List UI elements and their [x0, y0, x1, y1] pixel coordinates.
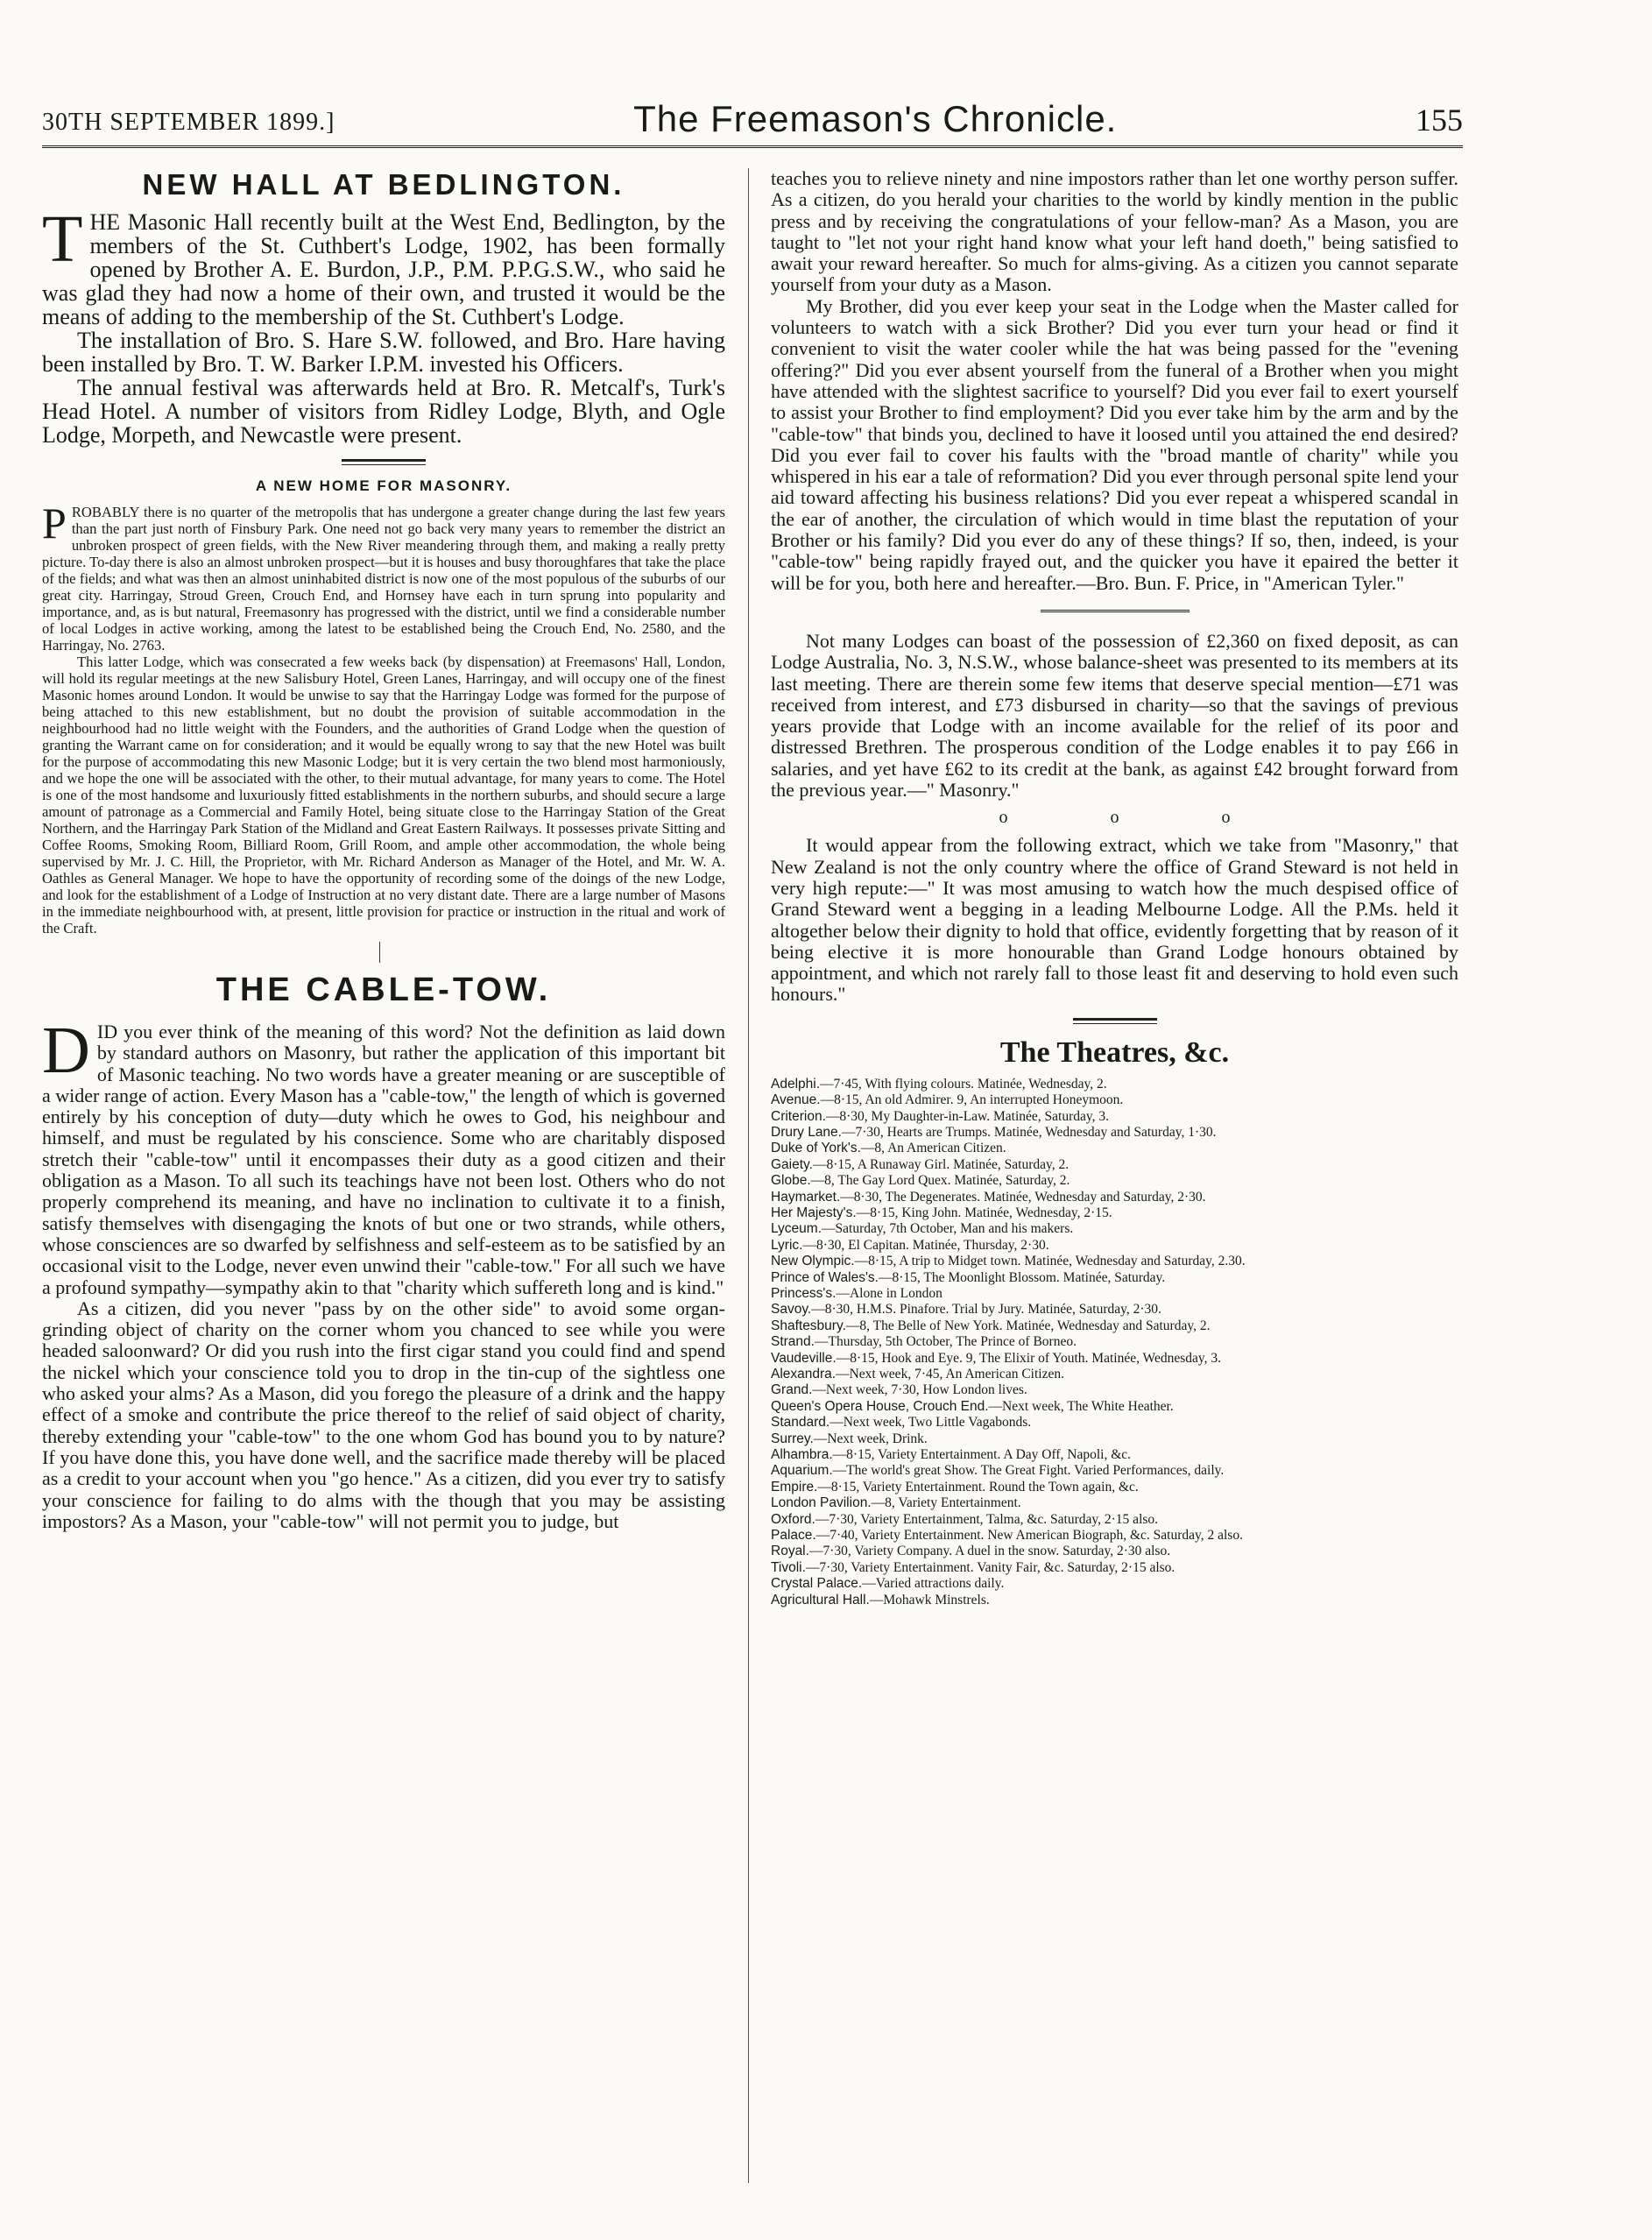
- new-hall-headline: NEW HALL AT BEDLINGTON.: [142, 168, 625, 201]
- theatre-listing: [771, 1238, 1458, 1254]
- cable-tow-paragraph: My Brother, did you ever keep your seat in the Lodge when the Master called for volunteers to watch with a sick Brother? Did you ever turn your head or find it convenient to visit the water cooler while the hat was being passed for the "evening offering?" Did you ever absent yourself from the funeral of a Brother when you might have attended with the slightest sacrifice to yourself? Did you ever fail to exert yourself to assist your Brother to find employment? Did you ever take him by the arm and by the "cable-tow" that binds you, declined to have it loosed until you attained the end desired? Did you ever fail to cover his faults with the "broad mantle of charity" while you whispered in his ear a tale of reformation? Did you ever through personal spite lend your aid toward affecting his business relations? Did you ever repeat a whispered scandal in the ear of another, the circulation of which would in time blast the reputation of your Brother or his family? Did you ever do any of these things? If so, then, indeed, is your "cable-tow" being rapidly frayed out, and the quicker you have it epaired the better it will be for you, both here and hereafter.—Bro. Bun. F. Price, in "American Tyler.": [771, 294, 1458, 594]
- theatre-details: —7·30, Variety Company. A duel in the snow. Saturday, 2·30 also.: [808, 1544, 1171, 1559]
- theatre-details: —8·30, My Daughter-in-Law. Matinée, Saturday, 3.: [825, 1108, 1109, 1124]
- page-number: 155: [1415, 102, 1463, 138]
- right-column: [771, 168, 1458, 1608]
- theatre-listings: [771, 1077, 1458, 1608]
- theatre-venue: Shaftesbury.: [771, 1318, 846, 1333]
- theatre-details: —Alone in London: [836, 1285, 942, 1301]
- theatre-listing: [771, 1286, 1458, 1302]
- note-paragraph: Not many Lodges can boast of the possession of £2,360 on fixed deposit, as can Lodge Australia, No. 3, N.S.W., whose balance-sheet was presented to its members at its last meeting. There are therein some few items that deserve special mention—£71 was received from interest, and £73 disbursed in charity—so that the savings of previous years provide that Lodge with an income available for the relief of its poor and distressed Brethren. The prosperous condition of the Lodge enables it to pay £66 in salaries, and yet have £62 to its credit at the bank, as against £42 brought forward from the previous year.—" Masonry.": [771, 629, 1458, 802]
- theatre-venue: Strand.: [771, 1334, 815, 1350]
- publication-title: The Freemason's Chronicle.: [633, 98, 1118, 139]
- theatre-listing: [771, 1141, 1458, 1156]
- theatre-listing: [771, 1109, 1458, 1125]
- theatre-venue: Queen's Opera House, Crouch End.: [771, 1398, 989, 1414]
- note-separator: o o o: [999, 808, 1280, 828]
- cable-tow-paragraph: DID you ever think of the meaning of this word? Not the definition as laid down by standard authors on Masonry, but rather the application of this important bit of Masonic teaching. No two words have a greater meaning or are susceptible of a wider range of action. Every Mason has a "cable-tow," the length of which is governed entirely by his conception of duty—duty which he owes to God, his neighbour and himself, and must be regulated by his conscience. Some who are charitably disposed stretch their "cable-tow" until it encompasses their duty as a good citizen and their obligation as a Mason. To all such its teachings have not been lost. Others who do not properly comprehend its meaning, and have no inclination to cultivate it to a finish, satisfy themselves with disengaging the knots of but one or two strands, while others, whose consciences are so dwarfed by selfishness and self-esteem as to be satisfied by an occasional visit to the Lodge, never even unwind their "cable-tow." For all such we have a profound sympathy—sympathy akin to that "charity which suffereth long and is kind.": [42, 1014, 725, 1298]
- theatre-listing: [771, 1173, 1458, 1189]
- theatre-venue: Standard.: [771, 1415, 830, 1431]
- theatre-venue: Haymarket.: [771, 1189, 841, 1205]
- theatre-listing: [771, 1254, 1458, 1269]
- theatre-details: —8, An American Citizen.: [860, 1141, 1006, 1156]
- theatre-details: —7·30, Variety Entertainment, Talma, &c. Saturday, 2·15 also.: [815, 1511, 1159, 1527]
- theatre-details: —Mohawk Minstrels.: [869, 1592, 990, 1608]
- theatre-details: —Next week, Two Little Vagabonds.: [830, 1415, 1032, 1431]
- theatre-details: —Next week, 7·45, An American Citizen.: [836, 1367, 1064, 1381]
- note-paragraph: It would appear from the following extract, which we take from "Masonry," that New Zealand is not the only country where the office of Grand Steward is not held in very high repute:—" It was most amusing to watch how the much despised office of Grand Steward went a begging in a leading Melbourne Lodge. All the P.Ms. held it altogether below their dignity to hold that office, evidently forgetting that by reason of it being elective it is more honourable than Grand Lodge honours obtained by appointment, and which not rarely fall to those least fit and deserving to hold even such honours.": [771, 834, 1458, 1006]
- theatre-details: —8·15, The Moonlight Blossom. Matinée, Saturday.: [878, 1269, 1166, 1285]
- theatre-listing: [771, 1318, 1458, 1334]
- theatre-venue: Lyceum.: [771, 1221, 822, 1237]
- theatre-details: —8, Variety Entertainment.: [871, 1495, 1021, 1511]
- theatre-details: —Next week, Drink.: [813, 1431, 928, 1446]
- issue-date: 30TH SEPTEMBER 1899.]: [42, 109, 335, 136]
- theatre-venue: Alexandra.: [771, 1367, 837, 1381]
- theatre-listing: [771, 1334, 1458, 1350]
- theatre-details: —Next week, 7·30, How London lives.: [812, 1382, 1027, 1398]
- theatre-listing: [771, 1593, 1458, 1608]
- theatre-listing: [771, 1480, 1458, 1495]
- theatre-listing: [771, 1544, 1458, 1559]
- theatre-listing: [771, 1221, 1458, 1237]
- theatre-details: —7·45, With flying colours. Matinée, Wednesday, 2.: [820, 1076, 1107, 1092]
- theatre-venue: Lyric.: [771, 1237, 803, 1253]
- theatre-details: —8·30, El Capitan. Matinée, Thursday, 2·30.: [802, 1237, 1049, 1253]
- theatre-listing: [771, 1512, 1458, 1528]
- theatre-details: —Next week, The White Heather.: [988, 1398, 1174, 1414]
- new-home-headline: A NEW HOME FOR MASONRY.: [255, 477, 512, 494]
- theatres-headline: The Theatres, &c.: [999, 1035, 1230, 1069]
- theatre-venue: Oxford.: [771, 1511, 815, 1527]
- theatre-listing: [771, 1399, 1458, 1415]
- cable-tow-headline: THE CABLE-TOW.: [215, 972, 552, 1008]
- theatre-details: —7·30, Hearts are Trumps. Matinée, Wednesday and Saturday, 1·30.: [841, 1124, 1217, 1140]
- section-divider: [1073, 1018, 1157, 1024]
- theatre-listing: [771, 1351, 1458, 1367]
- theatre-venue: Globe.: [771, 1173, 811, 1189]
- theatre-details: —8·30, H.M.S. Pinafore. Trial by Jury. Matinée, Saturday, 2·30.: [811, 1302, 1161, 1318]
- theatre-details: —8·15, An old Admirer. 9, An interrupted Honeymoon.: [820, 1092, 1124, 1108]
- theatre-venue: Alhambra.: [771, 1447, 833, 1463]
- theatre-listing: [771, 1190, 1458, 1205]
- new-home-paragraph: PROBABLY there is no quarter of the metropolis that has undergone a greater change during the last few years than the part just north of Finsbury Park. One need not go back very many years to remember the district an unbroken prospect of green fields, with the New River meandering through them, and making a really pretty picture. To-day there is also an almost unbroken prospect—but it is houses and busy thoroughfares that take the place of the fields; and what was then an almost uninhabited district is now one of the most populous of the suburbs of our great city. Harringay, Stroud Green, Crouch End, and Hornsey have each in turn sprung into popularity and importance, and, as is but natural, Freemasonry has progressed with the district, until we find a considerable number of local Lodges in active working, among the latest to be established being the Crouch End, No. 2580, and the Harringay, No. 2763.: [42, 498, 725, 654]
- theatre-listing: [771, 1576, 1458, 1592]
- theatre-listing: [771, 1157, 1458, 1173]
- theatre-details: —8·15, Hook and Eye. 9, The Elixir of Youth. Matinée, Wednesday, 3.: [836, 1350, 1221, 1366]
- theatre-venue: Tivoli.: [771, 1559, 806, 1575]
- new-hall-paragraph: THE Masonic Hall recently built at the West End, Bedlington, by the members of the St. Cuthbert's Lodge, 1902, has been formally opened by Brother A. E. Burdon, J.P., P.M. P.P.G.S.W., who said he was glad they had now a home of their own, and trusted it would be the means of adding to the membership of the St. Cuthbert's Lodge.: [42, 202, 725, 329]
- theatre-listing: [771, 1077, 1458, 1092]
- theatre-details: —7·40, Variety Entertainment. New American Biograph, &c. Saturday, 2 also.: [815, 1528, 1243, 1544]
- theatre-listing: [771, 1463, 1458, 1479]
- theatre-venue: Crystal Palace.: [771, 1576, 863, 1592]
- theatre-details: —8·15, A Runaway Girl. Matinée, Saturday, 2.: [812, 1156, 1070, 1172]
- theatre-venue: Agricultural Hall.: [771, 1592, 870, 1608]
- section-divider: [342, 459, 426, 465]
- theatre-details: —8·30, The Degenerates. Matinée, Wednesday and Saturday, 2·30.: [840, 1189, 1206, 1205]
- new-home-paragraph: This latter Lodge, which was consecrated a few weeks back (by dispensation) at Freemasons' Hall, London, will hold its regular meetings at the new Salisbury Hotel, Green Lanes, Harringay, and will occupy one of the finest Masonic homes around London. It would be unwise to say that the Harringay Lodge was formed for the purpose of being attached to this new establishment, but no doubt the provision of suitable accommodation in the neighbourhood had no little weight with the Founders, and the authorities of Grand Lodge when the question of granting the Warrant came on for consideration; and it would be equally wrong to say that the new Hotel was built for the purpose of accommodating this new Masonic Lodge; but it is very certain the two blend most harmoniously, and we hope the one will be associated with the other, to their mutual advantage, for many years to come. The Hotel is one of the most handsome and luxuriously fitted establishments in the northern suburbs, and should secure a large amount of patronage as a Commercial and Family Hotel, being situate close to the Harringay Station of the Great Northern, and the Harringay Park Station of the Midland and Great Eastern Railways. It possesses private Sitting and Coffee Rooms, Smoking Room, Billiard Room, Grill Room, and ample other accommodation, the whole being supervised by Mr. J. C. Hill, the Proprietor, with Mr. Richard Anderson as Manager of the Hotel, and Mr. W. A. Oathles as General Manager. We hope to have the opportunity of recording some of the doings of the new Lodge, and look for the establishment of a Lodge of Instruction at no very distant date. There are a large number of Masons in the immediate neighbourhood with, at present, little provision for practice or instruction in the ritual and work of the Craft.: [42, 654, 725, 936]
- section-divider: [379, 942, 389, 963]
- theatre-listing: [771, 1382, 1458, 1398]
- theatre-details: —The world's great Show. The Great Fight. Varied Performances, daily.: [832, 1463, 1225, 1479]
- theatre-details: —8, The Belle of New York. Matinée, Wednesday and Saturday, 2.: [845, 1318, 1211, 1333]
- left-column: [42, 168, 725, 1532]
- theatre-listing: [771, 1528, 1458, 1544]
- theatre-details: —8·15, King John. Matinée, Wednesday, 2·15.: [856, 1205, 1112, 1220]
- theatre-details: —8·15, Variety Entertainment. A Day Off, Napoli, &c.: [832, 1447, 1132, 1463]
- theatre-venue: Duke of York's.: [771, 1141, 861, 1156]
- theatre-venue: Savoy.: [771, 1302, 812, 1318]
- theatre-listing: [771, 1447, 1458, 1463]
- theatre-venue: Drury Lane.: [771, 1124, 842, 1140]
- theatre-venue: Royal.: [771, 1544, 809, 1559]
- section-divider: [1041, 610, 1190, 615]
- theatre-listing: [771, 1125, 1458, 1141]
- theatre-listing: [771, 1270, 1458, 1286]
- new-hall-paragraph: The installation of Bro. S. Hare S.W. followed, and Bro. Hare having been installed by Bro. T. W. Barker I.P.M. invested his Officers.: [42, 328, 725, 377]
- theatre-venue: Grand.: [771, 1382, 813, 1398]
- theatre-venue: New Olympic.: [771, 1254, 855, 1269]
- theatre-listing: [771, 1302, 1458, 1318]
- theatre-details: —Saturday, 7th October, Man and his makers.: [822, 1221, 1074, 1237]
- theatre-venue: Vaudeville.: [771, 1350, 837, 1366]
- theatre-listing: [771, 1092, 1458, 1108]
- theatre-venue: Aquarium.: [771, 1463, 833, 1479]
- new-hall-paragraph: The annual festival was afterwards held at Bro. R. Metcalf's, Turk's Head Hotel. A number of visitors from Ridley Lodge, Blyth, and Ogle Lodge, Morpeth, and Newcastle were present.: [42, 375, 725, 448]
- theatre-venue: Palace.: [771, 1528, 816, 1544]
- theatre-listing: [771, 1431, 1458, 1447]
- theatre-listing: [771, 1205, 1458, 1221]
- theatre-venue: Criterion.: [771, 1108, 826, 1124]
- theatre-venue: London Pavilion.: [771, 1495, 872, 1511]
- theatre-details: —8·15, Variety Entertainment. Round the Town again, &c.: [817, 1479, 1139, 1495]
- theatre-venue: Empire.: [771, 1479, 818, 1495]
- theatre-listing: [771, 1495, 1458, 1511]
- theatre-details: —Varied attractions daily.: [862, 1576, 1005, 1592]
- theatre-details: —7·30, Variety Entertainment. Vanity Fair, &c. Saturday, 2·15 also.: [805, 1559, 1175, 1575]
- theatre-venue: Her Majesty's.: [771, 1205, 857, 1220]
- theatre-venue: Adelphi.: [771, 1076, 821, 1092]
- page-header: [42, 86, 1463, 148]
- theatre-venue: Prince of Wales's.: [771, 1269, 879, 1285]
- theatre-venue: Surrey.: [771, 1431, 814, 1446]
- theatre-details: —8·15, A trip to Midget town. Matinée, Wednesday and Saturday, 2.30.: [854, 1254, 1246, 1269]
- cable-tow-paragraph: teaches you to relieve ninety and nine impostors rather than let one worthy person suffer. As a citizen, do you herald your charities to the world by kindly mention in the public press and by receiving the congratulations of your fellow-man? As a Mason, you are taught to "let not your right hand know what your left hand doeth," being satisfied to await your reward hereafter. So much for alms-giving. As a citizen you cannot separate yourself from your duty as a Mason.: [771, 167, 1458, 296]
- theatre-listing: [771, 1367, 1458, 1382]
- theatre-venue: Gaiety.: [771, 1156, 813, 1172]
- theatre-listing: [771, 1560, 1458, 1576]
- theatre-venue: Princess's.: [771, 1285, 837, 1301]
- theatre-listing: [771, 1415, 1458, 1431]
- theatre-details: —8, The Gay Lord Quex. Matinée, Saturday, 2.: [810, 1173, 1070, 1189]
- theatre-venue: Avenue.: [771, 1092, 821, 1108]
- cable-tow-paragraph: As a citizen, did you never "pass by on the other side" to avoid some organ-grinding object of charity on the corner whom you chanced to see while you were headed saloonward? Or did you rush into the first cigar stand you could find and spend the nickel which your conscience told you to drop in the tin-cup of the sightless one who asked your alms? As a Mason, did you forego the pleasure of a drink and the happy effect of a smoke and contribute the price thereof to the relief of said object of charity, thereby extending your "cable-tow" to the one whom God has bound you to by nature? If you have done this, you have done well, and the sacrifice made thereby will be placed as a credit to your account when you "go hence." As a citizen, did you ever try to satisfy your conscience for failing to do alms with the though that you may be assisting impostors? As a Mason, your "cable-tow" will not permit you to judge, but: [42, 1297, 725, 1532]
- theatre-details: —Thursday, 5th October, The Prince of Borneo.: [814, 1334, 1077, 1350]
